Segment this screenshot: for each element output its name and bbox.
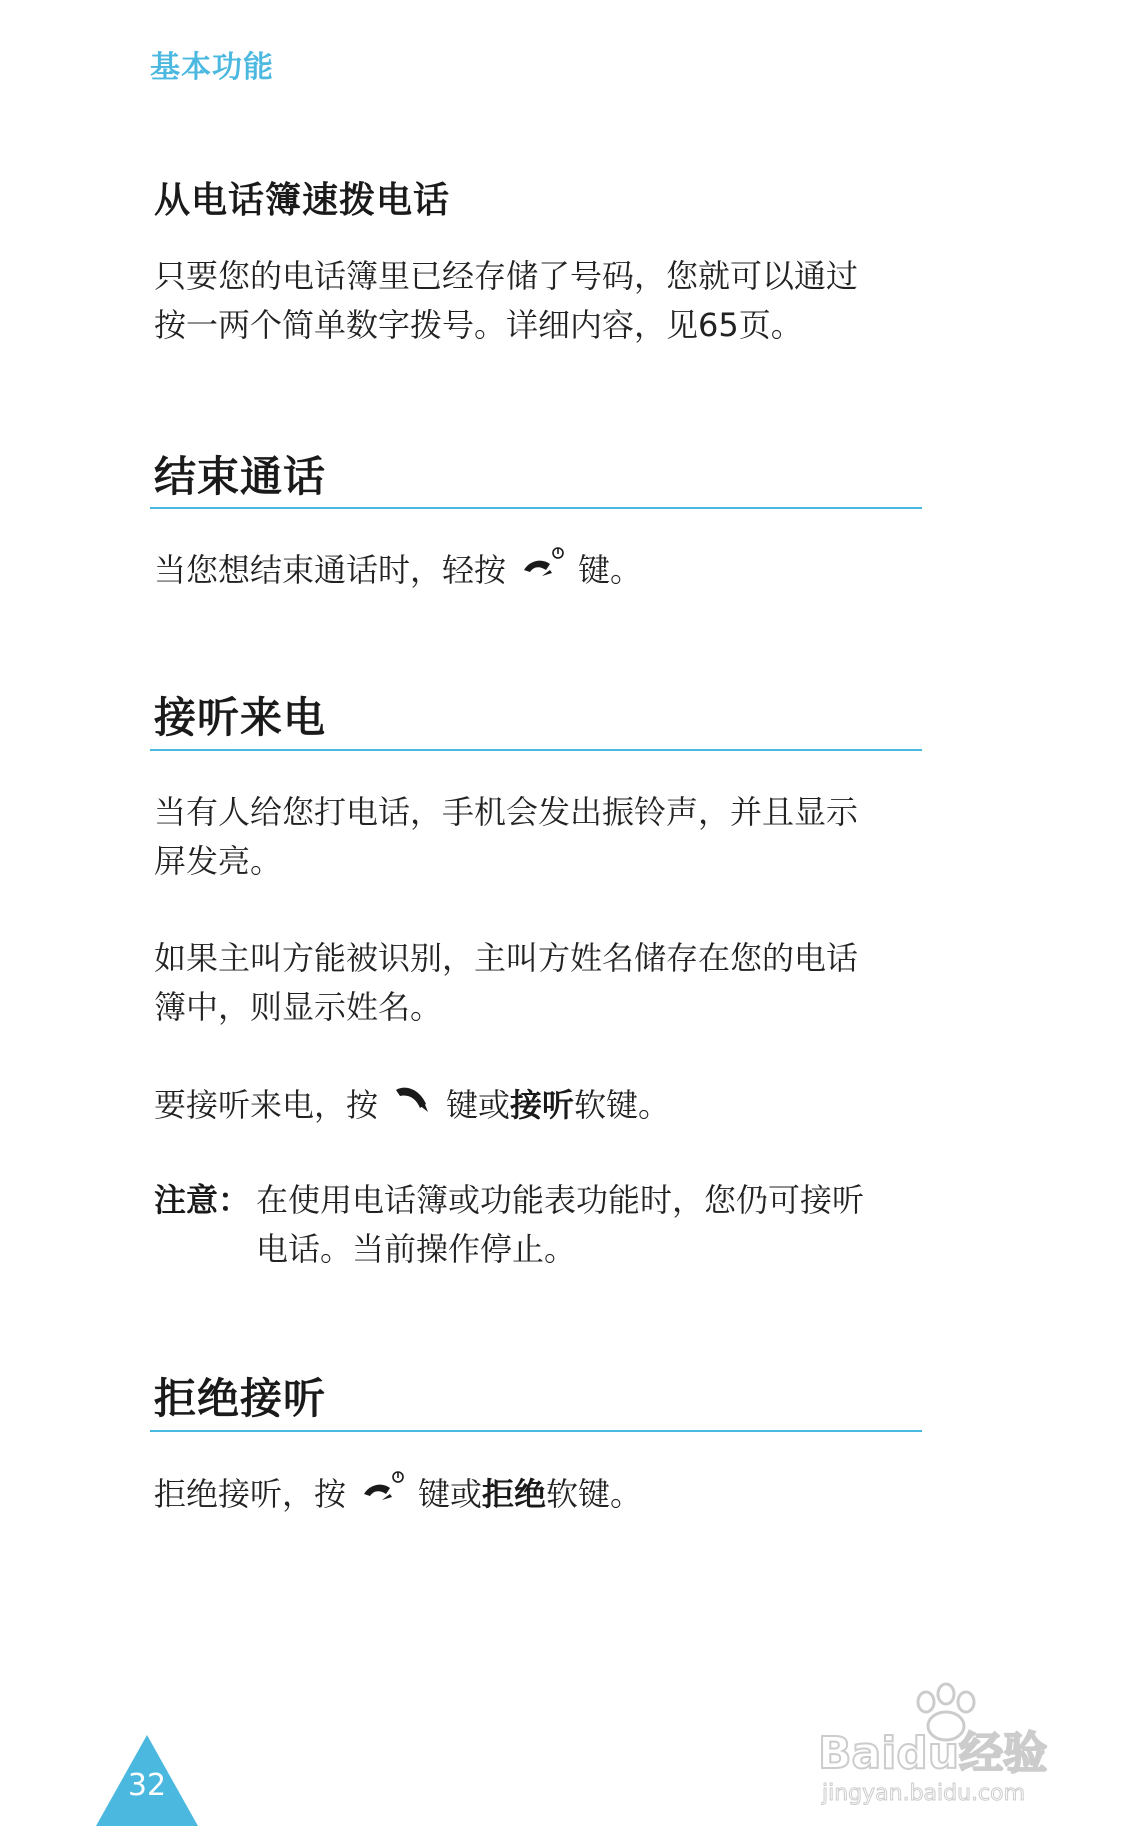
softkey-label-reject: 拒绝 (482, 1474, 547, 1513)
heading-reject-call: 拒绝接听 (154, 1374, 327, 1423)
heading-answer-call: 接听来电 (154, 693, 327, 742)
paragraph-line: 如果主叫方能被识别，主叫方姓名储存在您的电话 (154, 939, 859, 977)
heading-speed-dial: 从电话簿速拨电话 (154, 180, 451, 221)
note-line: 在使用电话簿或功能表功能时，您仍可接听 (256, 1181, 865, 1219)
paragraph-line: 当有人给您打电话，手机会发出振铃声，并且显示 (154, 793, 859, 831)
end-call-instruction (154, 546, 642, 593)
note-label: 注意： (154, 1181, 251, 1219)
softkey-label-answer: 接听 (510, 1085, 575, 1124)
answer-call-instruction (154, 1082, 670, 1127)
send-call-icon (392, 1082, 432, 1127)
end-call-power-icon (360, 1470, 404, 1517)
instruction-text: 软键。 (546, 1474, 643, 1513)
section-divider (150, 749, 922, 751)
instruction-text: 软键。 (574, 1085, 671, 1124)
instruction-text: 拒绝接听，按 (154, 1474, 347, 1513)
paragraph-ringing (154, 788, 914, 886)
paragraph-line: 只要您的电话簿里已经存储了号码，您就可以通过 (154, 257, 859, 295)
baidu-jingyan-watermark (808, 1680, 1108, 1810)
paragraph-speed-dial (154, 252, 914, 350)
page-number: 32 (127, 1768, 167, 1803)
note-body (256, 1176, 864, 1274)
end-call-power-icon (520, 546, 564, 593)
instruction-text: 键。 (578, 550, 643, 589)
paragraph-line: 簿中，则显示姓名。 (154, 988, 443, 1026)
section-divider (150, 507, 922, 509)
note-line: 电话。当前操作停止。 (256, 1230, 577, 1268)
watermark-brand: Baidu经验 (818, 1728, 1048, 1779)
running-head: 基本功能 (150, 50, 274, 85)
reject-call-instruction (154, 1470, 642, 1517)
watermark-url: jingyan.baidu.com (822, 1781, 1026, 1806)
paragraph-caller-id (154, 934, 914, 1032)
instruction-text: 要接听来电，按 (154, 1085, 379, 1124)
heading-end-call: 结束通话 (154, 452, 327, 501)
paragraph-line: 屏发亮。 (154, 842, 283, 880)
instruction-text: 当您想结束通话时，轻按 (154, 550, 507, 589)
instruction-text: 键或 (418, 1474, 483, 1513)
paragraph-line: 按一两个简单数字拨号。详细内容，见65页。 (154, 306, 803, 344)
section-divider (150, 1430, 922, 1432)
instruction-text: 键或 (446, 1085, 511, 1124)
